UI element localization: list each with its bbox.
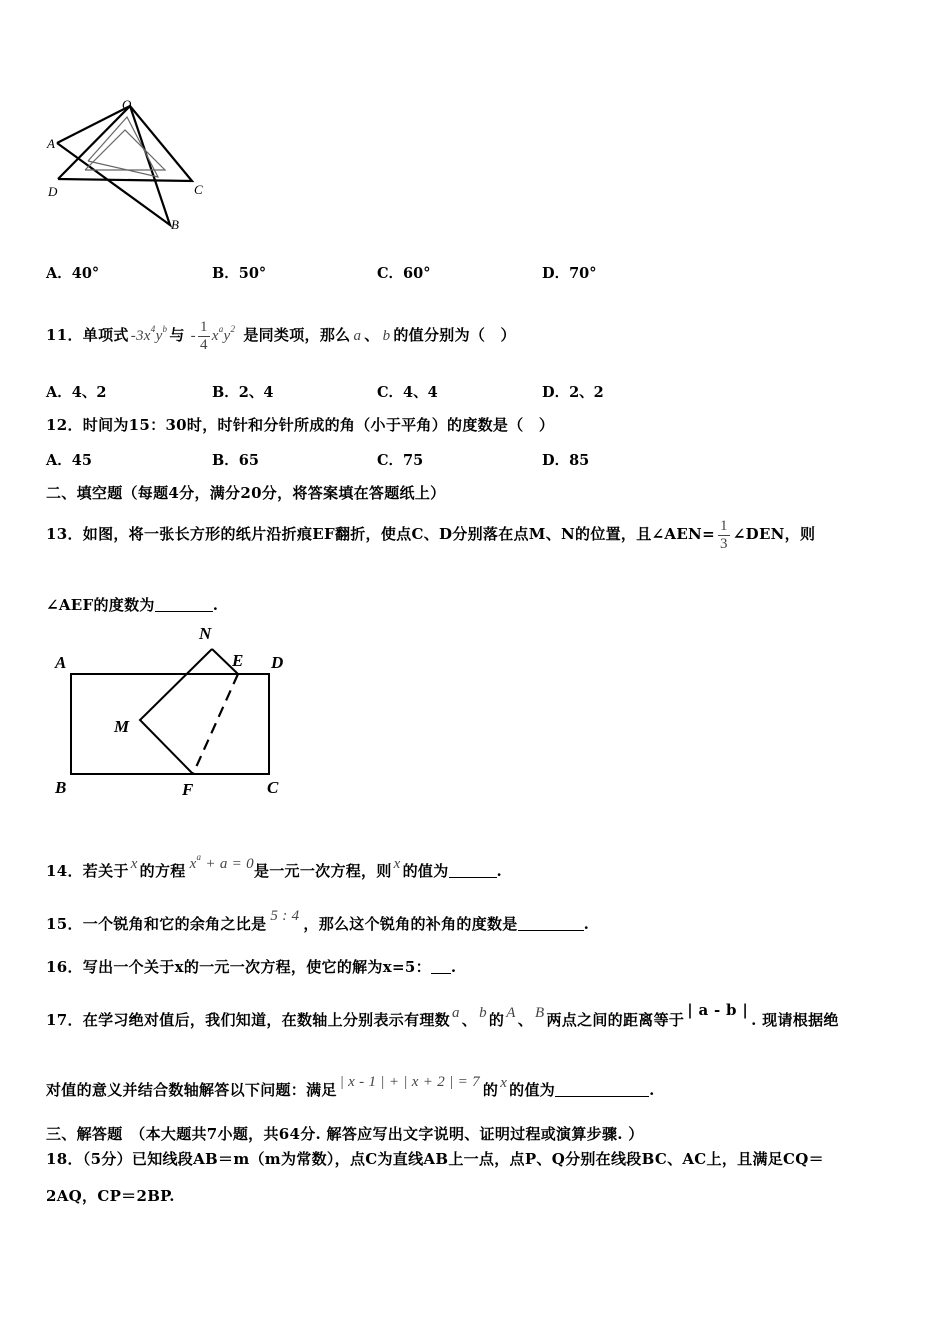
- q14-eq-exp: a: [196, 852, 202, 862]
- q17-text5: 的: [482, 1081, 499, 1099]
- label-d2: D: [271, 653, 284, 672]
- q11-mono2-exp2: 2: [230, 324, 236, 334]
- label-n: N: [199, 624, 212, 643]
- question-12: 12．时间为15：30时，时针和分针所成的角（小于平角）的度数是（ ）: [46, 416, 555, 434]
- q15-text2: ，那么这个锐角的补角的度数是: [303, 915, 518, 933]
- q14-end: .: [496, 862, 503, 880]
- rectangle-abcd: [71, 674, 269, 774]
- q11-option-a[interactable]: A．4、2: [46, 384, 107, 401]
- q11-text3: 的值分别为（ ）: [393, 326, 516, 344]
- question-11: [46, 301, 516, 364]
- q13-frac-num: 1: [719, 517, 728, 534]
- q17-text1: 17．在学习绝对值后，我们知道，在数轴上分别表示有理数: [46, 1011, 450, 1029]
- q13-text1: 13．如图，将一张长方形的纸片沿折痕EF翻折，使点C、D分别落在点M、N的位置，且∠AEN=: [46, 525, 715, 543]
- q17-end: .: [649, 1081, 655, 1099]
- question-18-line1: 18．（5分）已知线段AB＝m（m为常数），点C为直线AB上一点，点P、Q分别在线段BC、AC上，且满足CQ＝: [46, 1150, 824, 1168]
- q15-answer-blank[interactable]: [518, 916, 584, 931]
- q17-var-x: x: [500, 1075, 508, 1091]
- q13-line2-text: ∠AEF的度数为: [46, 596, 155, 614]
- q11-frac-den: 4: [199, 336, 208, 353]
- q14-text1: 14．若关于: [46, 862, 129, 880]
- label-o: O: [122, 97, 132, 112]
- fold-line-ef: [193, 674, 238, 774]
- triangle-figure: [40, 95, 220, 240]
- q17-point-a: A: [506, 1005, 516, 1021]
- q14-eq-x: x: [189, 856, 197, 872]
- q11-mono2-x: x: [211, 328, 219, 344]
- label-b: B: [171, 217, 179, 232]
- q10-option-b[interactable]: B．50°: [212, 265, 267, 282]
- q14-var-x: x: [130, 856, 138, 872]
- q15-end: .: [583, 915, 590, 933]
- question-14: [46, 838, 502, 890]
- q13-end: .: [212, 596, 219, 614]
- q14-text4: 的值为: [402, 862, 449, 880]
- q12-option-c[interactable]: C．75: [377, 452, 424, 469]
- question-15: [46, 897, 589, 943]
- folded-part-nmf: [140, 649, 212, 774]
- q17-text4: . 现请根据绝: [751, 1011, 839, 1029]
- q11-sep: 、: [364, 326, 380, 344]
- question-17: [46, 990, 839, 1040]
- q12-option-a[interactable]: A．45: [46, 452, 92, 469]
- q11-fraction: [198, 320, 210, 353]
- label-f: F: [182, 780, 194, 799]
- q10-option-d[interactable]: D．70°: [542, 265, 597, 282]
- label-d: D: [48, 184, 58, 199]
- rectangle-fold-figure: [48, 620, 298, 802]
- q11-option-d[interactable]: D．2、2: [542, 384, 604, 401]
- label-m: M: [114, 717, 130, 736]
- q17-line2-text: 对值的意义并结合数轴解答以下问题：满足: [46, 1081, 337, 1099]
- label-b2: B: [55, 778, 67, 797]
- q17-text2: 的: [488, 1011, 505, 1029]
- q11-option-b[interactable]: B．2、4: [212, 384, 274, 401]
- q11-text2: 是同类项，那么: [243, 326, 351, 344]
- q11-minus: -: [190, 328, 196, 344]
- q13-line2: [46, 594, 218, 615]
- q11-label: 11．单项式: [46, 326, 129, 344]
- q12-option-d[interactable]: D．85: [542, 452, 590, 469]
- q17-var-a: a: [451, 1005, 460, 1021]
- q14-text3: 是一元一次方程，则: [253, 862, 392, 880]
- q17-answer-blank[interactable]: [555, 1082, 649, 1097]
- q13-answer-blank[interactable]: [155, 597, 213, 612]
- q16-text: 16．写出一个关于x的一元一次方程，使它的解为x=5：: [46, 958, 431, 976]
- q13-text2: ∠DEN，则: [732, 525, 816, 543]
- q11-mono2-exp1: a: [218, 324, 224, 334]
- q14-eq-rest: + a = 0: [205, 856, 254, 872]
- section-2-title: 二、填空题（每题4分，满分20分，将答案填在答题纸上）: [46, 484, 446, 502]
- q17-line2: [46, 1062, 655, 1110]
- q11-mono1: -3x: [130, 328, 151, 344]
- q11-conj: 与: [169, 326, 185, 344]
- q10-option-c[interactable]: C．60°: [377, 265, 431, 282]
- q14-answer-blank[interactable]: [449, 863, 497, 878]
- q11-var-a: a: [353, 328, 362, 344]
- question-18-line2: 2AQ，CP＝2BP.: [46, 1187, 175, 1205]
- q15-ratio: 5 : 4: [270, 908, 300, 924]
- q16-answer-blank[interactable]: [431, 959, 451, 974]
- q15-text1: 15．一个锐角和它的余角之比是: [46, 915, 267, 933]
- label-e: E: [232, 651, 244, 670]
- q17-sep2: 、: [517, 1011, 534, 1029]
- q13-frac-den: 3: [719, 535, 728, 552]
- q11-mono1-exp2: b: [162, 324, 168, 334]
- question-13: [46, 504, 815, 564]
- q17-text3: 两点之间的距离等于: [546, 1011, 685, 1029]
- q17-text6: 的值为: [509, 1081, 556, 1099]
- q11-frac-num: 1: [199, 318, 208, 335]
- section-3-title: 三、解答题 （本大题共7小题，共64分. 解答应写出文字说明、证明过程或演算步骤. ）: [46, 1125, 644, 1143]
- q14-var-x2: x: [393, 856, 401, 872]
- q17-sep1: 、: [461, 1011, 478, 1029]
- q12-option-b[interactable]: B．65: [212, 452, 259, 469]
- q10-option-a[interactable]: A．40°: [46, 265, 100, 282]
- label-c2: C: [267, 778, 279, 797]
- label-a: A: [47, 136, 55, 151]
- label-a2: A: [55, 653, 67, 672]
- label-c: C: [194, 182, 203, 197]
- q11-option-c[interactable]: C．4、4: [377, 384, 438, 401]
- q17-equation: | x - 1 | + | x + 2 | = 7: [339, 1074, 480, 1090]
- q17-var-b: b: [479, 1005, 487, 1021]
- q16-end: .: [450, 958, 457, 976]
- q11-mono1-exp1: 4: [150, 324, 156, 334]
- question-16: [46, 956, 456, 977]
- q11-var-b: b: [382, 328, 391, 344]
- q17-point-b: B: [535, 1005, 545, 1021]
- q17-abs-expression: | a - b |: [687, 1001, 749, 1019]
- q13-fraction: [718, 519, 730, 552]
- q14-text2: 的方程: [139, 862, 186, 880]
- q11-mono1-y: y: [155, 328, 163, 344]
- q11-mono2-y: y: [223, 328, 231, 344]
